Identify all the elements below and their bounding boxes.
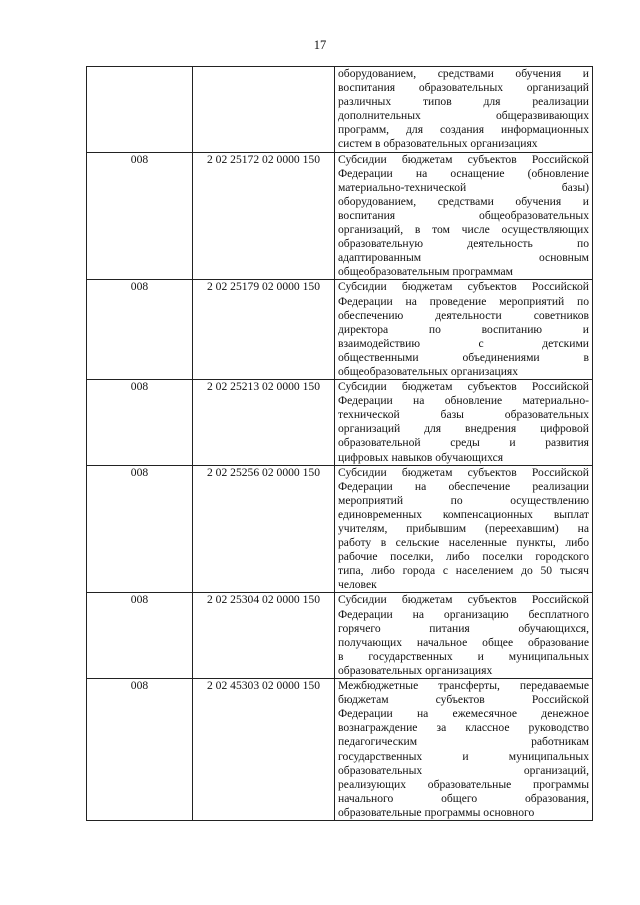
table-row: [87, 465, 593, 593]
admin-code-cell: 008: [87, 679, 193, 821]
name-text-line: различных типов для реализации: [338, 95, 589, 109]
name-text-line: Федерации на обновление материально-: [338, 394, 589, 408]
name-text-line: организаций, в том числе осуществляющих: [338, 223, 589, 237]
page-number: 17: [313, 38, 327, 52]
name-text-line: Субсидии бюджетам субъектов Российской: [338, 465, 589, 479]
budget-code-cell: [193, 67, 335, 153]
name-text-line: начального общего образования,: [338, 791, 589, 805]
name-text-line: государственных и муниципальных: [338, 749, 589, 763]
name-text-line: цифровых навыков обучающихся: [338, 450, 504, 464]
name-text-line: взаимодействию с детскими: [338, 336, 589, 350]
budget-code-cell: 2 02 25304 02 0000 150: [193, 593, 335, 679]
name-text-line: образовательных организаций,: [338, 763, 589, 777]
budget-revenue-table: [86, 66, 593, 821]
budget-code-cell: 2 02 25179 02 0000 150: [193, 280, 335, 380]
name-text-line: образовательной среды и развития: [338, 436, 589, 450]
name-text-line: программ, для создания информационных: [338, 123, 589, 137]
name-text-line: директора по воспитанию и: [338, 322, 589, 336]
revenue-name-cell: [335, 679, 593, 821]
name-text-line: оборудованием, средствами обучения и: [338, 67, 589, 80]
name-text-line: типа, либо города с населением до 50 тысяч: [338, 564, 589, 578]
admin-code-cell: 008: [87, 152, 193, 280]
name-text-line: общеобразовательных организациях: [338, 364, 519, 378]
name-text-line: Федерации на проведение мероприятий по: [338, 294, 589, 308]
name-text-line: Межбюджетные трансферты, передаваемые: [338, 679, 589, 693]
table-row: [87, 380, 593, 466]
budget-code-cell: 2 02 25213 02 0000 150: [193, 380, 335, 466]
revenue-name-cell: [335, 67, 593, 153]
name-text-line: Субсидии бюджетам субъектов Российской: [338, 380, 589, 394]
name-text-line: педагогическим работникам: [338, 735, 589, 749]
table-row: [87, 280, 593, 380]
name-text-line: получающих начальное общее образование: [338, 635, 589, 649]
name-text-line: обеспечению деятельности советников: [338, 308, 589, 322]
admin-code-cell: 008: [87, 280, 193, 380]
table-row: [87, 152, 593, 280]
admin-code-cell: [87, 67, 193, 153]
admin-code-cell: 008: [87, 465, 193, 593]
revenue-name-cell: [335, 380, 593, 466]
name-text-line: Субсидии бюджетам субъектов Российской: [338, 593, 589, 607]
name-text-line: систем в образовательных организациях: [338, 137, 538, 151]
name-text-line: образовательных организациях: [338, 663, 493, 677]
name-text-line: учителям, прибывшим (переехавшим) на: [338, 522, 589, 535]
name-text-line: образовательные программы основного: [338, 805, 535, 819]
name-text-line: в государственных и муниципальных: [338, 649, 589, 663]
name-text-line: воспитания общеобразовательных: [338, 208, 589, 222]
admin-code-cell: 008: [87, 593, 193, 679]
name-text-line: технической базы образовательных: [338, 408, 589, 422]
name-text-line: дополнительных общеразвивающих: [338, 109, 589, 123]
table-row: [87, 67, 593, 153]
revenue-name-cell: [335, 593, 593, 679]
name-text-line: Федерации на обеспечение реализации: [338, 479, 589, 493]
name-text-line: рабочие поселки, либо поселки городского: [338, 550, 589, 564]
name-text-line: Федерации на оснащение (обновление: [338, 166, 589, 180]
name-text-line: человек: [338, 578, 377, 592]
budget-code-cell: 2 02 25256 02 0000 150: [193, 465, 335, 593]
name-text-line: Федерации на ежемесячное денежное: [338, 707, 589, 721]
name-text-line: горячего питания обучающихся,: [338, 621, 589, 635]
name-text-line: общеобразовательным программам: [338, 265, 513, 279]
table-row: [87, 593, 593, 679]
name-text-line: материально-технической базы): [338, 180, 589, 194]
name-text-line: воспитания образовательных организаций: [338, 81, 589, 95]
name-text-line: реализующих образовательные программы: [338, 777, 589, 791]
table-row: [87, 679, 593, 821]
revenue-name-cell: [335, 152, 593, 280]
name-text-line: бюджетам субъектов Российской: [338, 693, 589, 707]
admin-code-cell: 008: [87, 380, 193, 466]
table-body: [87, 67, 593, 821]
name-text-line: Федерации на организацию бесплатного: [338, 607, 589, 621]
name-text-line: работу в сельские населенные пункты, либо: [338, 536, 589, 550]
name-text-line: мероприятий по осуществлению: [338, 493, 589, 507]
name-text-line: единовременных компенсационных выплат: [338, 507, 589, 521]
name-text-line: Субсидии бюджетам субъектов Российской: [338, 280, 589, 294]
name-text-line: адаптированным основным: [338, 251, 589, 265]
name-text-line: образовательную деятельность по: [338, 237, 589, 251]
name-text-line: оборудованием, средствами обучения и: [338, 194, 589, 208]
revenue-name-cell: [335, 280, 593, 380]
name-text-line: организаций для внедрения цифровой: [338, 422, 589, 436]
name-text-line: вознаграждение за классное руководство: [338, 721, 589, 735]
name-text-line: общественными объединениями в: [338, 350, 589, 364]
budget-code-cell: 2 02 25172 02 0000 150: [193, 152, 335, 280]
name-text-line: Субсидии бюджетам субъектов Российской: [338, 152, 589, 166]
budget-code-cell: 2 02 45303 02 0000 150: [193, 679, 335, 821]
revenue-name-cell: [335, 465, 593, 593]
